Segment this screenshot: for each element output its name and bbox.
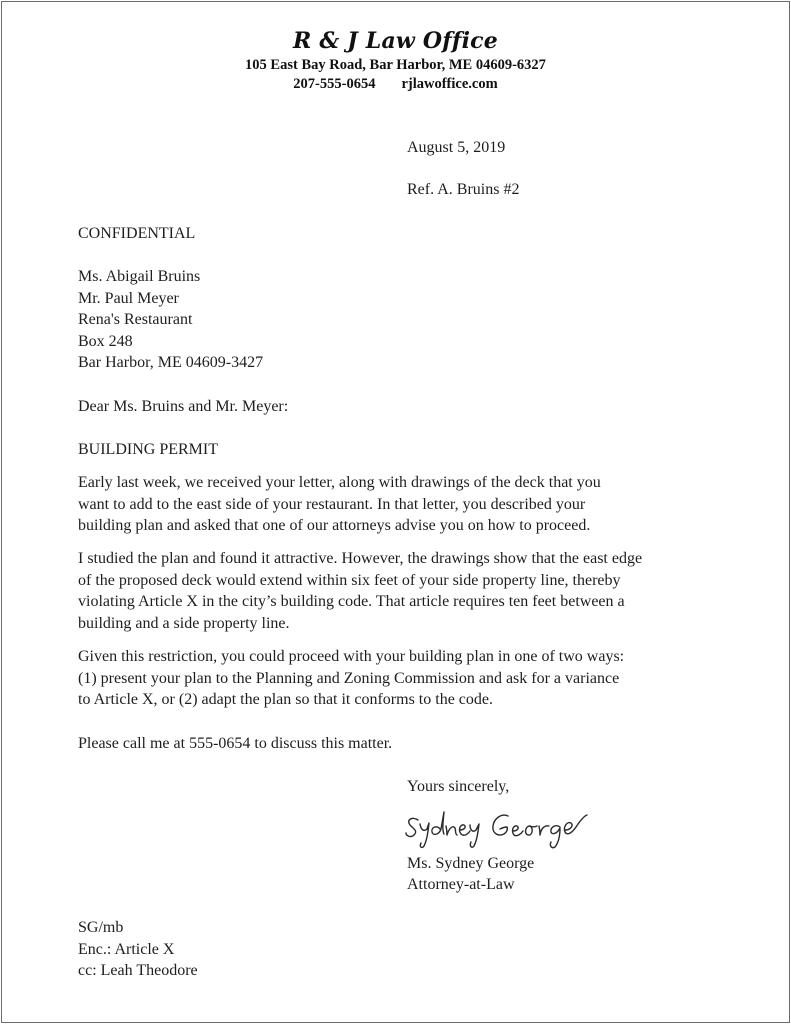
handwritten-signature [404,802,644,850]
firm-website: rjlawoffice.com [401,76,498,92]
letter-page [1,1,790,1023]
firm-name: R & J Law Office [293,28,498,54]
complimentary-closing: Yours sincerely, [407,778,510,795]
letterhead [2,26,789,94]
firm-phone: 207-555-0654 [293,76,376,92]
reference-initials: SG/mb [78,919,124,936]
firm-address: 105 East Bay Road, Bar Harbor, ME 04609-6327 [245,57,546,73]
inside-address-line: Ms. Abigail Bruins [78,268,201,285]
confidential-notation: CONFIDENTIAL [78,225,196,242]
body-line: building plan and asked that one of our attorneys advise you on how to proceed. [78,517,591,534]
body-paragraph-1 [78,472,738,537]
body-line: (1) present your plan to the Planning and Zoning Commission and ask for a variance [78,669,620,687]
body-line: of the proposed deck would extend within six feet of your side property line, thereby [78,571,621,589]
end-notations [78,917,728,982]
firm-contact [2,75,789,94]
body-line: Early last week, we received your letter, along with drawings of the deck that you [78,474,601,491]
letter-date: August 5, 2019 [407,139,506,156]
body-line: to Article X, or (2) adapt the plan so that it conforms to the code. [78,691,493,708]
body-line: violating Article X in the city’s building code. That article requires ten feet between a [78,593,625,610]
signer-title: Attorney-at-Law [407,876,515,893]
inside-address-line: Box 248 [78,332,133,350]
inside-address [78,266,728,374]
copy-notation: cc: Leah Theodore [78,962,198,979]
inside-address-line: Mr. Paul Meyer [78,289,179,307]
inside-address-line: Bar Harbor, ME 04609-3427 [78,354,264,371]
body-line: Please call me at 555-0654 to discuss this matter. [78,735,393,752]
body-line: building and a side property line. [78,614,290,632]
enclosure-notation: Enc.: Article X [78,940,175,958]
body-paragraph-4 [78,733,738,755]
inside-address-line: Rena's Restaurant [78,311,193,328]
body-line: Given this restriction, you could proceed with your building plan in one of two ways: [78,648,625,665]
signature-icon [404,802,644,850]
body-paragraph-2 [78,548,738,634]
salutation: Dear Ms. Bruins and Mr. Meyer: [78,398,289,415]
body-line: want to add to the east side of your restaurant. In that letter, you described your [78,495,586,513]
body-paragraph-3 [78,646,738,711]
body-line: I studied the plan and found it attractive. However, the drawings show that the east edge [78,550,643,567]
signer-name: Ms. Sydney George [407,855,535,872]
reference-line: Ref. A. Bruins #2 [407,181,520,198]
subject-line: BUILDING PERMIT [78,441,218,458]
